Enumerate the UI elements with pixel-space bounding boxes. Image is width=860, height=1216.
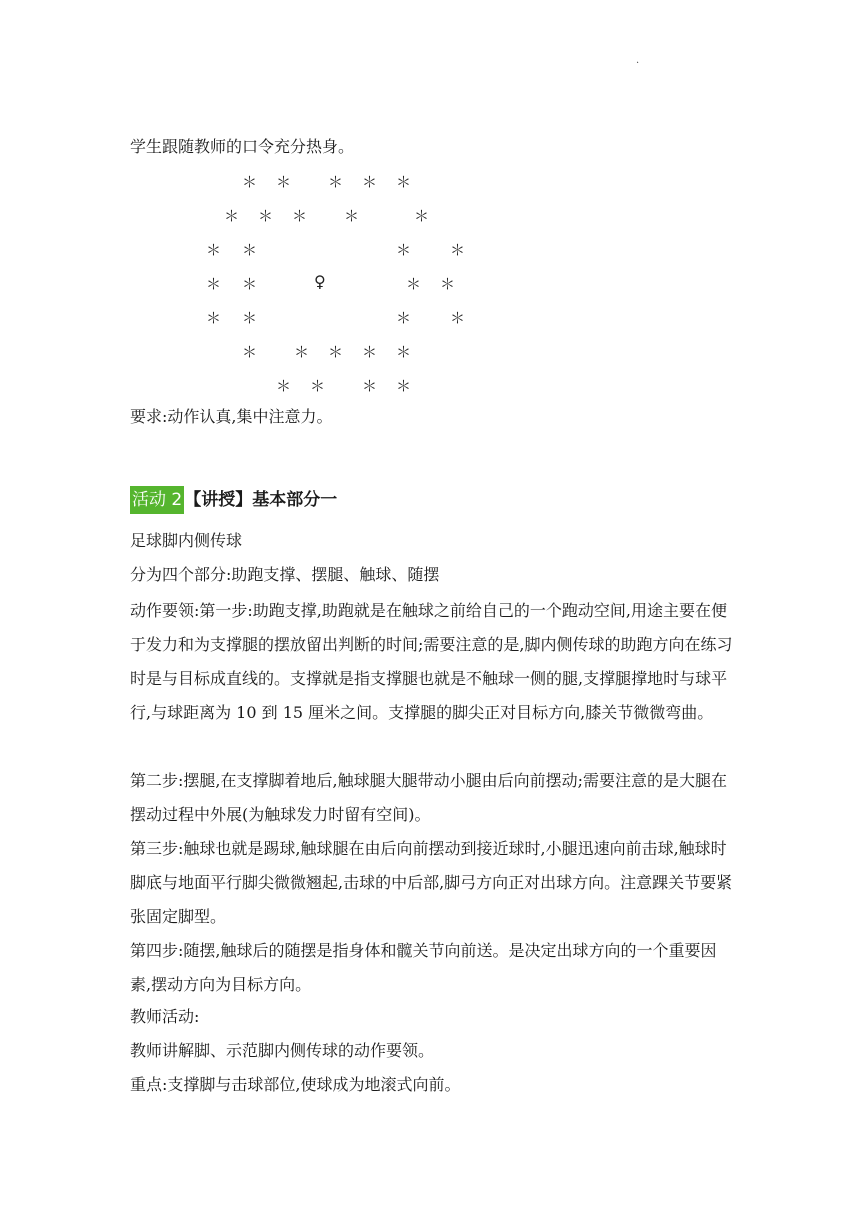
formation-star: ＊: [396, 309, 412, 327]
formation-star: ＊: [294, 343, 310, 361]
formation-star: ＊: [206, 275, 222, 293]
section-title: 足球脚内侧传球: [130, 531, 243, 550]
formation-star: ＊: [242, 343, 258, 361]
parts-text: 分为四个部分:助跑支撑、摆腿、触球、随摆: [130, 565, 440, 584]
formation-star: ＊: [440, 275, 456, 293]
formation-star: ＊: [396, 343, 412, 361]
formation-star: ＊: [242, 309, 258, 327]
formation-diagram: [130, 166, 490, 396]
teacher-activity-label: 教师活动:: [130, 1007, 200, 1026]
formation-star: ＊: [242, 173, 258, 191]
corner-mark: ·: [636, 58, 640, 69]
step-two-text: 第二步:摆腿,在支撑脚着地后,触球腿大腿带动小腿由后向前摆动;需要注意的是大腿在摆动过程中外展(为触球发力时留有空间)。: [130, 771, 727, 824]
formation-star: ＊: [310, 377, 326, 395]
step-one-text: 动作要领:第一步:助跑支撑,助跑就是在触球之前给自己的一个跑动空间,用途主要在便于发力和为支撑腿的摆放留出判断的时间;需要注意的是,脚内侧传球的助跑方向在练习时是与目标成直线的。支撑就是指支撑腿也就是不触球一侧的腿,支撑腿撑地时与球平行,与球距离为 10 到 15 厘米之间。支撑腿的脚尖正对目标方向,膝关节微微弯曲。: [130, 601, 733, 722]
formation-star: ＊: [206, 309, 222, 327]
formation-star: ＊: [414, 207, 430, 225]
formation-star: ＊: [406, 275, 422, 293]
activity-heading: [130, 486, 337, 514]
formation-star: ＊: [206, 241, 222, 259]
teacher-activity-text: 教师讲解脚、示范脚内侧传球的动作要领。: [130, 1041, 435, 1060]
formation-star: ＊: [258, 207, 274, 225]
formation-star: ＊: [276, 377, 292, 395]
formation-star: ＊: [328, 173, 344, 191]
formation-star: ＊: [362, 377, 378, 395]
formation-star: ＊: [362, 173, 378, 191]
formation-star: ＊: [292, 207, 308, 225]
activity-title: 【讲授】基本部分一: [184, 490, 338, 510]
key-point-text: 重点:支撑脚与击球部位,使球成为地滚式向前。: [130, 1075, 461, 1094]
formation-star: ＊: [328, 343, 344, 361]
step-three-text: 第三步:触球也就是踢球,触球腿在由后向前摆动到接近球时,小腿迅速向前击球,触球时脚底与地面平行脚尖微微翘起,击球的中后部,脚弓方向正对出球方向。注意踝关节要紧张固定脚型。: [130, 839, 733, 926]
requirement-text: 要求:动作认真,集中注意力。: [130, 407, 333, 426]
formation-star: ＊: [242, 275, 258, 293]
formation-star: ＊: [396, 173, 412, 191]
teacher-symbol: ♀: [314, 272, 326, 291]
formation-star: ＊: [362, 343, 378, 361]
formation-star: ＊: [450, 241, 466, 259]
formation-star: ＊: [344, 207, 360, 225]
formation-star: ＊: [242, 241, 258, 259]
formation-star: ＊: [224, 207, 240, 225]
formation-star: ＊: [396, 377, 412, 395]
activity-tag: 活动 2: [130, 486, 184, 514]
step-four-text: 第四步:随摆,触球后的随摆是指身体和髋关节向前送。是决定出球方向的一个重要因素,摆动方向为目标方向。: [130, 941, 717, 994]
intro-text: 学生跟随教师的口令充分热身。: [130, 137, 355, 156]
formation-star: ＊: [276, 173, 292, 191]
formation-star: ＊: [396, 241, 412, 259]
formation-star: ＊: [450, 309, 466, 327]
